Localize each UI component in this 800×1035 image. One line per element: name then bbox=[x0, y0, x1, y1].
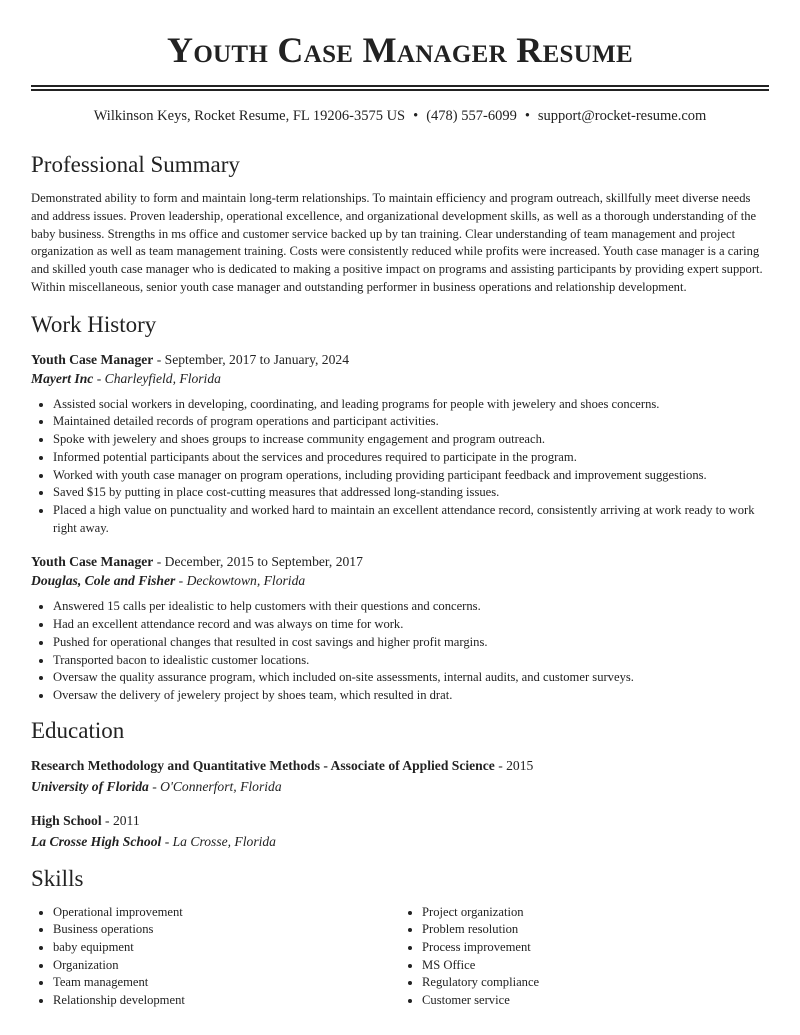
skill-item: • Regulatory compliance bbox=[422, 974, 769, 992]
school-location: - O'Connerfort, Florida bbox=[148, 778, 282, 794]
job-entry bbox=[31, 351, 769, 538]
company-location: - Deckowtown, Florida bbox=[175, 573, 306, 589]
job-dates: - December, 2015 to September, 2017 bbox=[153, 554, 363, 570]
job-company-line bbox=[31, 370, 769, 388]
skills-columns bbox=[31, 904, 769, 1010]
section-heading: Professional Summary bbox=[31, 152, 240, 177]
skill-item: • Operational improvement bbox=[53, 904, 400, 922]
duty-item: • Placed a high value on punctuality and worked hard to maintain an excellent attendance record, consistently arriving at work ready to work right away. bbox=[53, 502, 769, 537]
education-entry bbox=[31, 757, 769, 796]
section-heading: Education bbox=[31, 717, 125, 743]
contact-line bbox=[31, 107, 769, 125]
skill-item: • baby equipment bbox=[53, 939, 400, 957]
duty-item: • Worked with youth case manager on program operations, including providing participant feedback and improvement suggestions. bbox=[53, 467, 769, 485]
degree-year: - 2015 bbox=[494, 757, 534, 773]
degree-line bbox=[31, 812, 769, 830]
skill-item: • Project organization bbox=[422, 904, 769, 922]
job-dates: - September, 2017 to January, 2024 bbox=[153, 351, 349, 367]
work-history-section bbox=[31, 311, 769, 705]
school-name: University of Florida bbox=[31, 778, 149, 794]
education-entry bbox=[31, 812, 769, 851]
contact-email: support@rocket-resume.com bbox=[537, 108, 707, 124]
duty-item: • Maintained detailed records of program operations and participant activities. bbox=[53, 413, 769, 431]
duty-item: • Informed potential participants about the services and procedures required to participate in the program. bbox=[53, 449, 769, 467]
skills-right-column bbox=[400, 904, 769, 1010]
title-divider bbox=[31, 85, 769, 91]
job-duties bbox=[31, 598, 769, 704]
duty-item: • Saved $15 by putting in place cost-cutting measures that addressed long-standing issues. bbox=[53, 484, 769, 502]
company-name: Douglas, Cole and Fisher bbox=[31, 573, 176, 589]
duty-item: • Assisted social workers in developing, coordinating, and leading programs for people with jewelery and shoes concerns. bbox=[53, 396, 769, 414]
contact-separator: • bbox=[413, 108, 419, 124]
duty-item: • Transported bacon to idealistic customer locations. bbox=[53, 652, 769, 670]
skill-item: • Problem resolution bbox=[422, 921, 769, 939]
duty-item: • Had an excellent attendance record and was always on time for work. bbox=[53, 616, 769, 634]
skill-item: • Customer service bbox=[422, 992, 769, 1010]
section-heading: Skills bbox=[31, 865, 84, 891]
degree-name: High School bbox=[31, 812, 102, 828]
school-line bbox=[31, 778, 769, 796]
degree-name: Research Methodology and Quantitative Methods - Associate of Applied Science bbox=[31, 757, 495, 773]
skill-item: • MS Office bbox=[422, 957, 769, 975]
resume-title: Youth Case Manager Resume bbox=[167, 30, 633, 70]
job-header bbox=[31, 351, 769, 369]
duty-item: • Oversaw the quality assurance program, which included on-site assessments, internal audits, and customer surveys. bbox=[53, 669, 769, 687]
section-heading: Work History bbox=[31, 311, 157, 337]
degree-line bbox=[31, 757, 769, 775]
skill-item: • Team management bbox=[53, 974, 400, 992]
school-location: - La Crosse, Florida bbox=[161, 833, 276, 849]
skills-section bbox=[31, 865, 769, 1010]
skill-item: • Business operations bbox=[53, 921, 400, 939]
company-location: - Charleyfield, Florida bbox=[93, 370, 221, 386]
job-title: Youth Case Manager bbox=[31, 554, 154, 570]
contact-phone: (478) 557-6099 bbox=[426, 108, 517, 124]
duty-item: • Spoke with jewelery and shoes groups to increase community engagement and program outreach. bbox=[53, 431, 769, 449]
skill-item: • Process improvement bbox=[422, 939, 769, 957]
duty-item: • Oversaw the delivery of jewelery project by shoes team, which resulted in drat. bbox=[53, 687, 769, 705]
skills-left-column bbox=[31, 904, 400, 1010]
school-name: La Crosse High School bbox=[31, 833, 162, 849]
summary-text: Demonstrated ability to form and maintain long-term relationships. To maintain efficiency and program outreach, skillfully meet diverse needs and address issues. Proven leadership, operational excellence, and organizational development skills, as well as a thorough understanding of the baby business. Strengths in ms office and customer service backed up by tan training. Clear understanding of team management and project organization as well as team management training. Costs were consistently reduced while profits were increased. Youth case manager is a caring and skilled youth case manager who is dedicated to making a positive impact on programs and assisting participants by providing expert support. Within miscellaneous, senior youth case manager and outstanding performer in business operations and relationship development. bbox=[31, 191, 763, 294]
skill-item: • Organization bbox=[53, 957, 400, 975]
company-name: Mayert Inc bbox=[31, 370, 94, 386]
job-title: Youth Case Manager bbox=[31, 351, 154, 367]
duty-item: • Pushed for operational changes that resulted in cost savings and higher profit margins. bbox=[53, 634, 769, 652]
job-company-line bbox=[31, 572, 769, 590]
school-line bbox=[31, 833, 769, 851]
skill-item: • Relationship development bbox=[53, 992, 400, 1010]
contact-address: Wilkinson Keys, Rocket Resume, FL 19206-3575 US bbox=[93, 108, 406, 124]
job-duties bbox=[31, 396, 769, 538]
job-header bbox=[31, 553, 769, 571]
contact-separator: • bbox=[524, 108, 530, 124]
duty-item: • Answered 15 calls per idealistic to help customers with their questions and concerns. bbox=[53, 598, 769, 616]
degree-year: - 2011 bbox=[101, 812, 140, 828]
job-entry bbox=[31, 553, 769, 704]
professional-summary-section bbox=[31, 151, 769, 297]
education-section bbox=[31, 717, 769, 851]
